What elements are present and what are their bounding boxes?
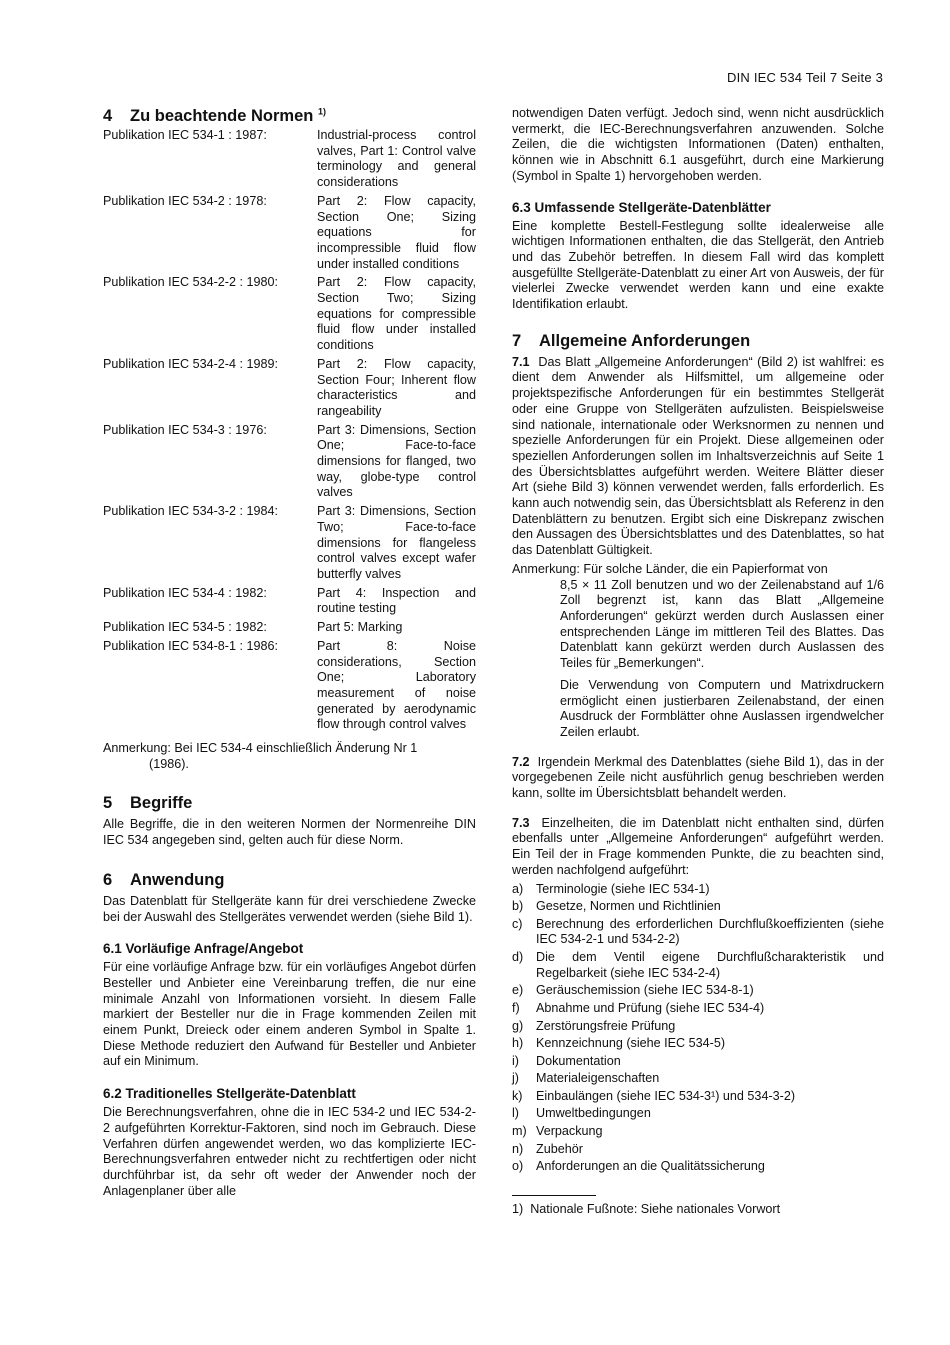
list-item xyxy=(512,1159,884,1175)
section-5-title: Begriffe xyxy=(130,794,193,813)
section-6-text: Das Datenblatt für Stellgeräte kann für drei verschiedene Zwecke bei der Auswahl des Stellgerätes verwendet werden (siehe Bild 1). xyxy=(103,893,476,924)
section-7-2-number: 7.2 xyxy=(512,754,530,769)
section-6-3-text: Eine komplette Bestell-Festlegung sollte idealerweise alle wichtigen Informationen enthalten, die das Stellgerät, den Antrieb und das Zubehör betreffen. In diesem Fall wird das komplett ausgefüllte Stellgeräte-Datenblatt zu einer Art von Ausweis, der für vielerlei Zwecke verwendet werden kann und eine exakte Identifikation erlaubt. xyxy=(512,218,884,312)
publication-row xyxy=(103,504,476,583)
section-7-1-number: 7.1 xyxy=(512,354,530,369)
publication-row xyxy=(103,423,476,502)
list-item-text: Terminologie (siehe IEC 534-1) xyxy=(536,881,710,896)
section-7-title: Allgemeine Anforderungen xyxy=(539,331,751,350)
publication-row xyxy=(103,128,476,191)
publication-ref: Publikation IEC 534-5 : 1982: xyxy=(103,620,267,635)
publication-ref: Publikation IEC 534-2 : 1978: xyxy=(103,193,267,208)
list-item-text: Berechnung des erforderlichen Durchflußkoeffizienten (siehe IEC 534-2-1 und 534-2-2) xyxy=(536,916,884,947)
publication-desc: Part 2: Flow capacity, Section One; Sizing equations for incompressible fluid flow under installed conditions xyxy=(317,193,476,271)
section-5-number: 5 xyxy=(103,794,113,813)
list-item xyxy=(512,1142,884,1158)
list-item-text: Umweltbedingungen xyxy=(536,1106,651,1121)
list-item-letter: b) xyxy=(512,899,524,914)
list-item-letter: d) xyxy=(512,950,524,965)
list-item xyxy=(512,1124,884,1140)
left-column xyxy=(103,106,476,1199)
publication-row xyxy=(103,639,476,733)
section-7-3-paragraph xyxy=(512,816,884,879)
publication-ref: Publikation IEC 534-3-2 : 1984: xyxy=(103,504,279,519)
list-item-text: Einbaulängen (siehe IEC 534-3¹) und 534-3-2) xyxy=(536,1088,796,1103)
publication-row xyxy=(103,357,476,420)
publication-ref: Publikation IEC 534-3 : 1976: xyxy=(103,422,267,437)
list-item-text: Geräuschemission (siehe IEC 534-8-1) xyxy=(536,983,754,998)
list-item-text: Dokumentation xyxy=(536,1053,621,1068)
list-item xyxy=(512,950,884,981)
section-4-note xyxy=(103,741,476,772)
section-5-text: Alle Begriffe, die in den weiteren Normen der Normenreihe DIN IEC 534 angegeben sind, gelten auch für diese Norm. xyxy=(103,817,476,848)
publication-desc: Part 4: Inspection and routine testing xyxy=(317,585,476,616)
list-item xyxy=(512,1001,884,1017)
list-item xyxy=(512,1054,884,1070)
section-4-note-line2: (1986). xyxy=(149,756,189,771)
list-item-text: Kennzeichnung (siehe IEC 534-5) xyxy=(536,1036,726,1051)
section-4-note-line1: Anmerkung: Bei IEC 534-4 einschließlich Änderung Nr 1 xyxy=(103,741,418,756)
footnote-text: Nationale Fußnote: Siehe nationales Vorwort xyxy=(530,1201,781,1216)
section-6-heading xyxy=(103,870,476,890)
section-7-1-text: Das Blatt „Allgemeine Anforderungen“ (Bild 2) ist wahlfrei: es dient dem Anwender als Hilfsmittel, um allgemeine oder projektspezifische Anforderungen für ein bestimmtes Stellgerät oder eine Gruppe von Stellgeräten aufzulisten. Beispielsweise sind nationale, internationale oder Werksnormen zu nennen und spezielle Anforderungen für ein Projekt. Diese allgemeinen oder speziellen Anforderungen sollen im Inhaltsverzeichnis auf Seite 1 des Übersichtsblattes aufgeführt werden. Weitere Blätter dieser Art (siehe Bild 3) können verwendet werden, falls erforderlich. Es kann auch notwendig sein, das Übersichtsblatt als Referenz in den Datenblättern zu benutzen. Ergibt sich eine Diskrepanz zwischen den Aussagen des Übersichtsblattes und des Datenblattes, so hat das Datenblatt Gültigkeit. xyxy=(512,354,885,558)
list-item-text: Die dem Ventil eigene Durchflußcharakteristik und Regelbarkeit (siehe IEC 534-2-4) xyxy=(536,950,884,980)
section-6-2-text: Die Berechnungsverfahren, ohne die in IEC 534-2 und IEC 534-2-2 aufgeführten Korrektur-Faktoren, sind noch im Gebrauch. Diese Verfahren dürfen angewendet werden, wo das komplizierte IEC-Berechnungsverfahren entweder nicht zu rechtfertigen oder nicht durchführbar ist, da sehr oft weder der Anwender noch der Anlagenplaner über alle xyxy=(103,1105,476,1198)
publication-ref: Publikation IEC 534-8-1 : 1986: xyxy=(103,638,279,653)
publication-ref: Publikation IEC 534-2-4 : 1989: xyxy=(103,356,279,371)
list-item-text: Materialeigenschaften xyxy=(536,1071,660,1086)
footnote-mark: 1) xyxy=(317,106,326,117)
page-header: DIN IEC 534 Teil 7 Seite 3 xyxy=(727,70,883,85)
list-item-letter: h) xyxy=(512,1036,524,1051)
section-7-number: 7 xyxy=(512,331,522,350)
list-item-letter: i) xyxy=(512,1053,519,1068)
list-item xyxy=(512,1106,884,1122)
section-7-2-paragraph xyxy=(512,755,884,802)
list-item-letter: m) xyxy=(512,1124,527,1139)
list-item-letter: f) xyxy=(512,1000,520,1015)
list-item xyxy=(512,1019,884,1035)
publication-desc: Part 2: Flow capacity, Section Four; Inherent flow characteristics and rangeability xyxy=(317,356,476,418)
list-item-letter: a) xyxy=(512,881,524,896)
list-item-text: Gesetze, Normen und Richtlinien xyxy=(536,899,721,914)
list-item-text: Zubehör xyxy=(536,1141,583,1156)
section-7-1-note xyxy=(512,562,884,741)
footnote-mark: 1) xyxy=(512,1201,524,1216)
publication-desc: Industrial-process control valves, Part 1: Control valve terminology and general considerations xyxy=(317,128,476,190)
list-item-text: Zerstörungsfreie Prüfung xyxy=(536,1018,676,1033)
section-7-3-text: Einzelheiten, die im Datenblatt nicht enthalten sind, dürfen ebenfalls unter „Allgemeine Anforderungen“ aufgeführt werden. Ein Teil der in Frage kommenden Punkte, die zu beachten sind, werden nachfolgend aufgeführt: xyxy=(512,815,884,877)
publication-ref: Publikation IEC 534-2-2 : 1980: xyxy=(103,275,279,290)
publication-row xyxy=(103,620,476,636)
publication-row xyxy=(103,194,476,273)
publication-desc: Part 3: Dimensions, Section One; Face-to-face dimensions for flanged, two way, globe-type control valves xyxy=(317,422,476,500)
list-item xyxy=(512,1089,884,1105)
list-item-text: Anforderungen an die Qualitätssicherung xyxy=(536,1159,765,1174)
section-7-1-paragraph xyxy=(512,355,884,559)
list-item xyxy=(512,1036,884,1052)
list-item-letter: g) xyxy=(512,1018,524,1033)
list-item xyxy=(512,917,884,948)
publication-ref: Publikation IEC 534-1 : 1987: xyxy=(103,128,267,142)
section-7-1-note-text2: Die Verwendung von Computern und Matrixdruckern ermöglicht einen justierbaren Zeilenabstand, der einen Ausdruck der Formblätter ohne Auslassen irgendwelcher Zeilen erlaubt. xyxy=(560,677,884,739)
list-item xyxy=(512,882,884,898)
section-6-1-heading: 6.1 Vorläufige Anfrage/Angebot xyxy=(103,941,304,957)
section-4-number: 4 xyxy=(103,107,113,125)
publication-list xyxy=(103,128,476,733)
requirements-list xyxy=(512,882,884,1175)
list-item-text: Verpackung xyxy=(536,1124,603,1139)
list-item-letter: k) xyxy=(512,1088,523,1103)
section-7-3-number: 7.3 xyxy=(512,815,530,830)
publication-row xyxy=(103,586,476,617)
list-item-letter: e) xyxy=(512,983,524,998)
section-6-1-text: Für eine vorläufige Anfrage bzw. für ein vorläufiges Angebot dürfen Besteller und Anbieter eine Vereinbarung treffen, die nur eine minimale Anzahl von Informationen vorsieht. In diesem Falle markiert der Besteller nur die in Frage kommenden Zeilen mit einem Punkt, Dreieck oder einem anderen Symbol in Spalte 1. Diese Methode reduziert den Aufwand für Besteller und Anbieter auf ein Minimum. xyxy=(103,960,476,1069)
right-column xyxy=(512,106,884,1218)
section-6-number: 6 xyxy=(103,870,113,889)
publication-desc: Part 2: Flow capacity, Section Two; Sizing equations for compressible fluid flow under installed conditions xyxy=(317,275,476,353)
section-6-title: Anwendung xyxy=(130,870,225,889)
publication-desc: Part 5: Marking xyxy=(317,620,403,635)
section-7-2-text: Irgendein Merkmal des Datenblattes (siehe Bild 1), das in der vorgegebenen Zeile nicht ausführlich genug beschrieben werden kann, sollte im Übersichtsblatt behandelt werden. xyxy=(512,754,885,801)
publication-desc: Part 3: Dimensions, Section Two; Face-to-face dimensions for flangeless control valves except wafer butterfly valves xyxy=(317,504,476,581)
section-7-heading xyxy=(512,331,884,351)
list-item-letter: n) xyxy=(512,1141,524,1156)
list-item xyxy=(512,983,884,999)
section-5-heading xyxy=(103,793,476,813)
list-item-letter: c) xyxy=(512,916,523,931)
section-7-1-note-label: Anmerkung: Für solche Länder, die ein Papierformat von xyxy=(512,561,828,576)
section-4-title: Zu beachtende Normen xyxy=(130,107,314,125)
section-7-1-note-text: 8,5 × 11 Zoll benutzen und wo der Zeilenabstand auf 1/6 Zoll begrenzt ist, kann das Blatt „Allgemeine Anforderungen“ gekürzt werden durch Auslassen einer entsprechenden Länge im mittleren Teil des Blattes. Das Datenblatt kann gekürzt werden durch Auslassen des Teiles für „Bemerkungen“. xyxy=(560,577,884,671)
list-item-letter: j) xyxy=(512,1071,519,1086)
section-6-3-heading: 6.3 Umfassende Stellgeräte-Datenblätter xyxy=(512,199,771,215)
publication-desc: Part 8: Noise considerations, Section One; Laboratory measurement of noise generated by aerodynamic flow through control valves xyxy=(317,638,476,732)
list-item-letter: o) xyxy=(512,1159,524,1174)
section-6-2-heading: 6.2 Traditionelles Stellgeräte-Datenblatt xyxy=(103,1086,356,1102)
section-6-2-continuation: notwendigen Daten verfügt. Jedoch sind, wenn nicht ausdrücklich vermerkt, die IEC-Berechnungsverfahren anzuwenden. Solche Zeilen, die die wichtigsten Informationen (Daten) enthalten, können wie in Abschnitt 6.1 ausgeführt, durch eine Markierung (Symbol in Spalte 1) hervorgehoben werden. xyxy=(512,106,884,183)
list-item xyxy=(512,899,884,915)
publication-ref: Publikation IEC 534-4 : 1982: xyxy=(103,585,267,600)
publication-row xyxy=(103,275,476,354)
list-item xyxy=(512,1071,884,1087)
footnote xyxy=(512,1202,884,1218)
list-item-letter: l) xyxy=(512,1106,519,1121)
list-item-text: Abnahme und Prüfung (siehe IEC 534-4) xyxy=(536,1000,765,1015)
footnote-divider xyxy=(512,1195,596,1196)
section-4-heading xyxy=(103,106,476,126)
